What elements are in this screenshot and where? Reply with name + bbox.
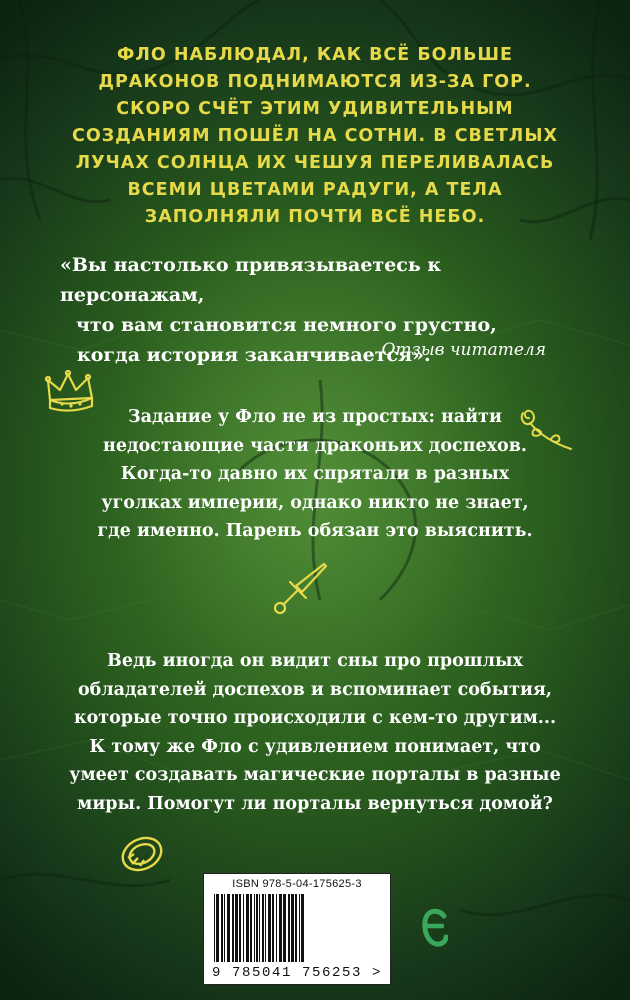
blurb-line: СКОРО СЧЁТ ЭТИМ УДИВИТЕЛЬНЫМ	[116, 99, 514, 119]
paragraph-line: Задание у Фло не из простых: найти	[128, 407, 502, 427]
barcode-bar	[301, 894, 304, 962]
quote-line: «Вы настолько привязываетесь к персонажам,	[60, 254, 442, 306]
barcode-bar	[256, 894, 258, 962]
blurb-line: ЗАПОЛНЯЛИ ПОЧТИ ВСЁ НЕБО.	[144, 207, 486, 227]
barcode-bar	[227, 894, 230, 962]
paragraph-line: К тому же Фло с удивлением понимает, что	[89, 736, 541, 757]
blurb-line: ФЛО НАБЛЮДАЛ, КАК ВСЁ БОЛЬШЕ	[116, 45, 513, 65]
paragraph-line: умеет создавать магические порталы в разные	[69, 765, 561, 785]
barcode-bar	[246, 894, 249, 962]
barcode-bar	[288, 894, 290, 962]
description-paragraph-2	[50, 647, 580, 818]
barcode-bar	[268, 894, 271, 962]
ring-icon	[118, 834, 166, 874]
paragraph-line: Ведь иногда он видит сны про прошлых	[107, 651, 523, 671]
barcode-bar	[232, 894, 234, 962]
quote-line: что вам становится немного грустно,	[76, 314, 497, 336]
blurb-line: СОЗДАНИЯМ ПОШЁЛ НА СОТНИ. В СВЕТЛЫХ	[72, 126, 558, 146]
paragraph-line: где именно. Парень обязан это выяснить.	[97, 521, 533, 541]
barcode-bar	[250, 894, 252, 962]
description-paragraph-1	[70, 403, 560, 546]
barcode-bar	[216, 894, 219, 962]
barcode-bar	[239, 894, 241, 962]
blurb-line: ЛУЧАХ СОЛНЦА ИХ ЧЕШУЯ ПЕРЕЛИВАЛАСЬ	[75, 153, 555, 173]
barcode-bar	[262, 894, 264, 962]
barcode-bar	[243, 894, 244, 962]
barcode-bar	[259, 894, 260, 962]
paragraph-line: Когда-то давно их спрятали в разных	[120, 464, 510, 484]
barcode-bar	[272, 894, 274, 962]
paragraph-line: которые точно происходили с кем-то другим...	[73, 708, 557, 728]
barcode-bar	[276, 894, 277, 962]
barcode-bar	[254, 894, 255, 962]
blurb-text	[60, 42, 570, 231]
isbn-number: ISBN 978-5-04-175625-3	[232, 878, 362, 890]
barcode-bars	[212, 894, 382, 964]
barcode-bar	[224, 894, 225, 962]
barcode-bar	[299, 894, 300, 962]
review-source: Отзыв читателя	[381, 340, 546, 360]
paragraph-line: миры. Помогут ли порталы вернуться домой?	[77, 793, 553, 814]
barcode-bar	[265, 894, 266, 962]
barcode-bar	[291, 894, 294, 962]
isbn-barcode	[203, 873, 391, 985]
blurb-line: ВСЕМИ ЦВЕТАМИ РАДУГИ, А ТЕЛА	[127, 180, 503, 200]
barcode-bar	[221, 894, 223, 962]
barcode-bar	[235, 894, 238, 962]
dagger-icon	[266, 560, 330, 620]
paragraph-line: уголках империи, однако никто не знает,	[101, 492, 529, 513]
paragraph-line: недостающие части драконьих доспехов.	[103, 435, 527, 456]
barcode-bar	[295, 894, 297, 962]
quote-line: когда история заканчивается».	[77, 344, 431, 366]
barcode-digits: 9 785041 756253 >	[211, 965, 383, 981]
barcode-bar	[279, 894, 282, 962]
barcode-bar	[214, 894, 215, 962]
paragraph-line: обладателей доспехов и вспоминает события,	[78, 679, 552, 700]
eksmo-logo-icon	[422, 906, 448, 950]
barcode-bar	[283, 894, 286, 962]
blurb-line: ДРАКОНОВ ПОДНИМАЮТСЯ ИЗ-ЗА ГОР.	[98, 72, 532, 92]
